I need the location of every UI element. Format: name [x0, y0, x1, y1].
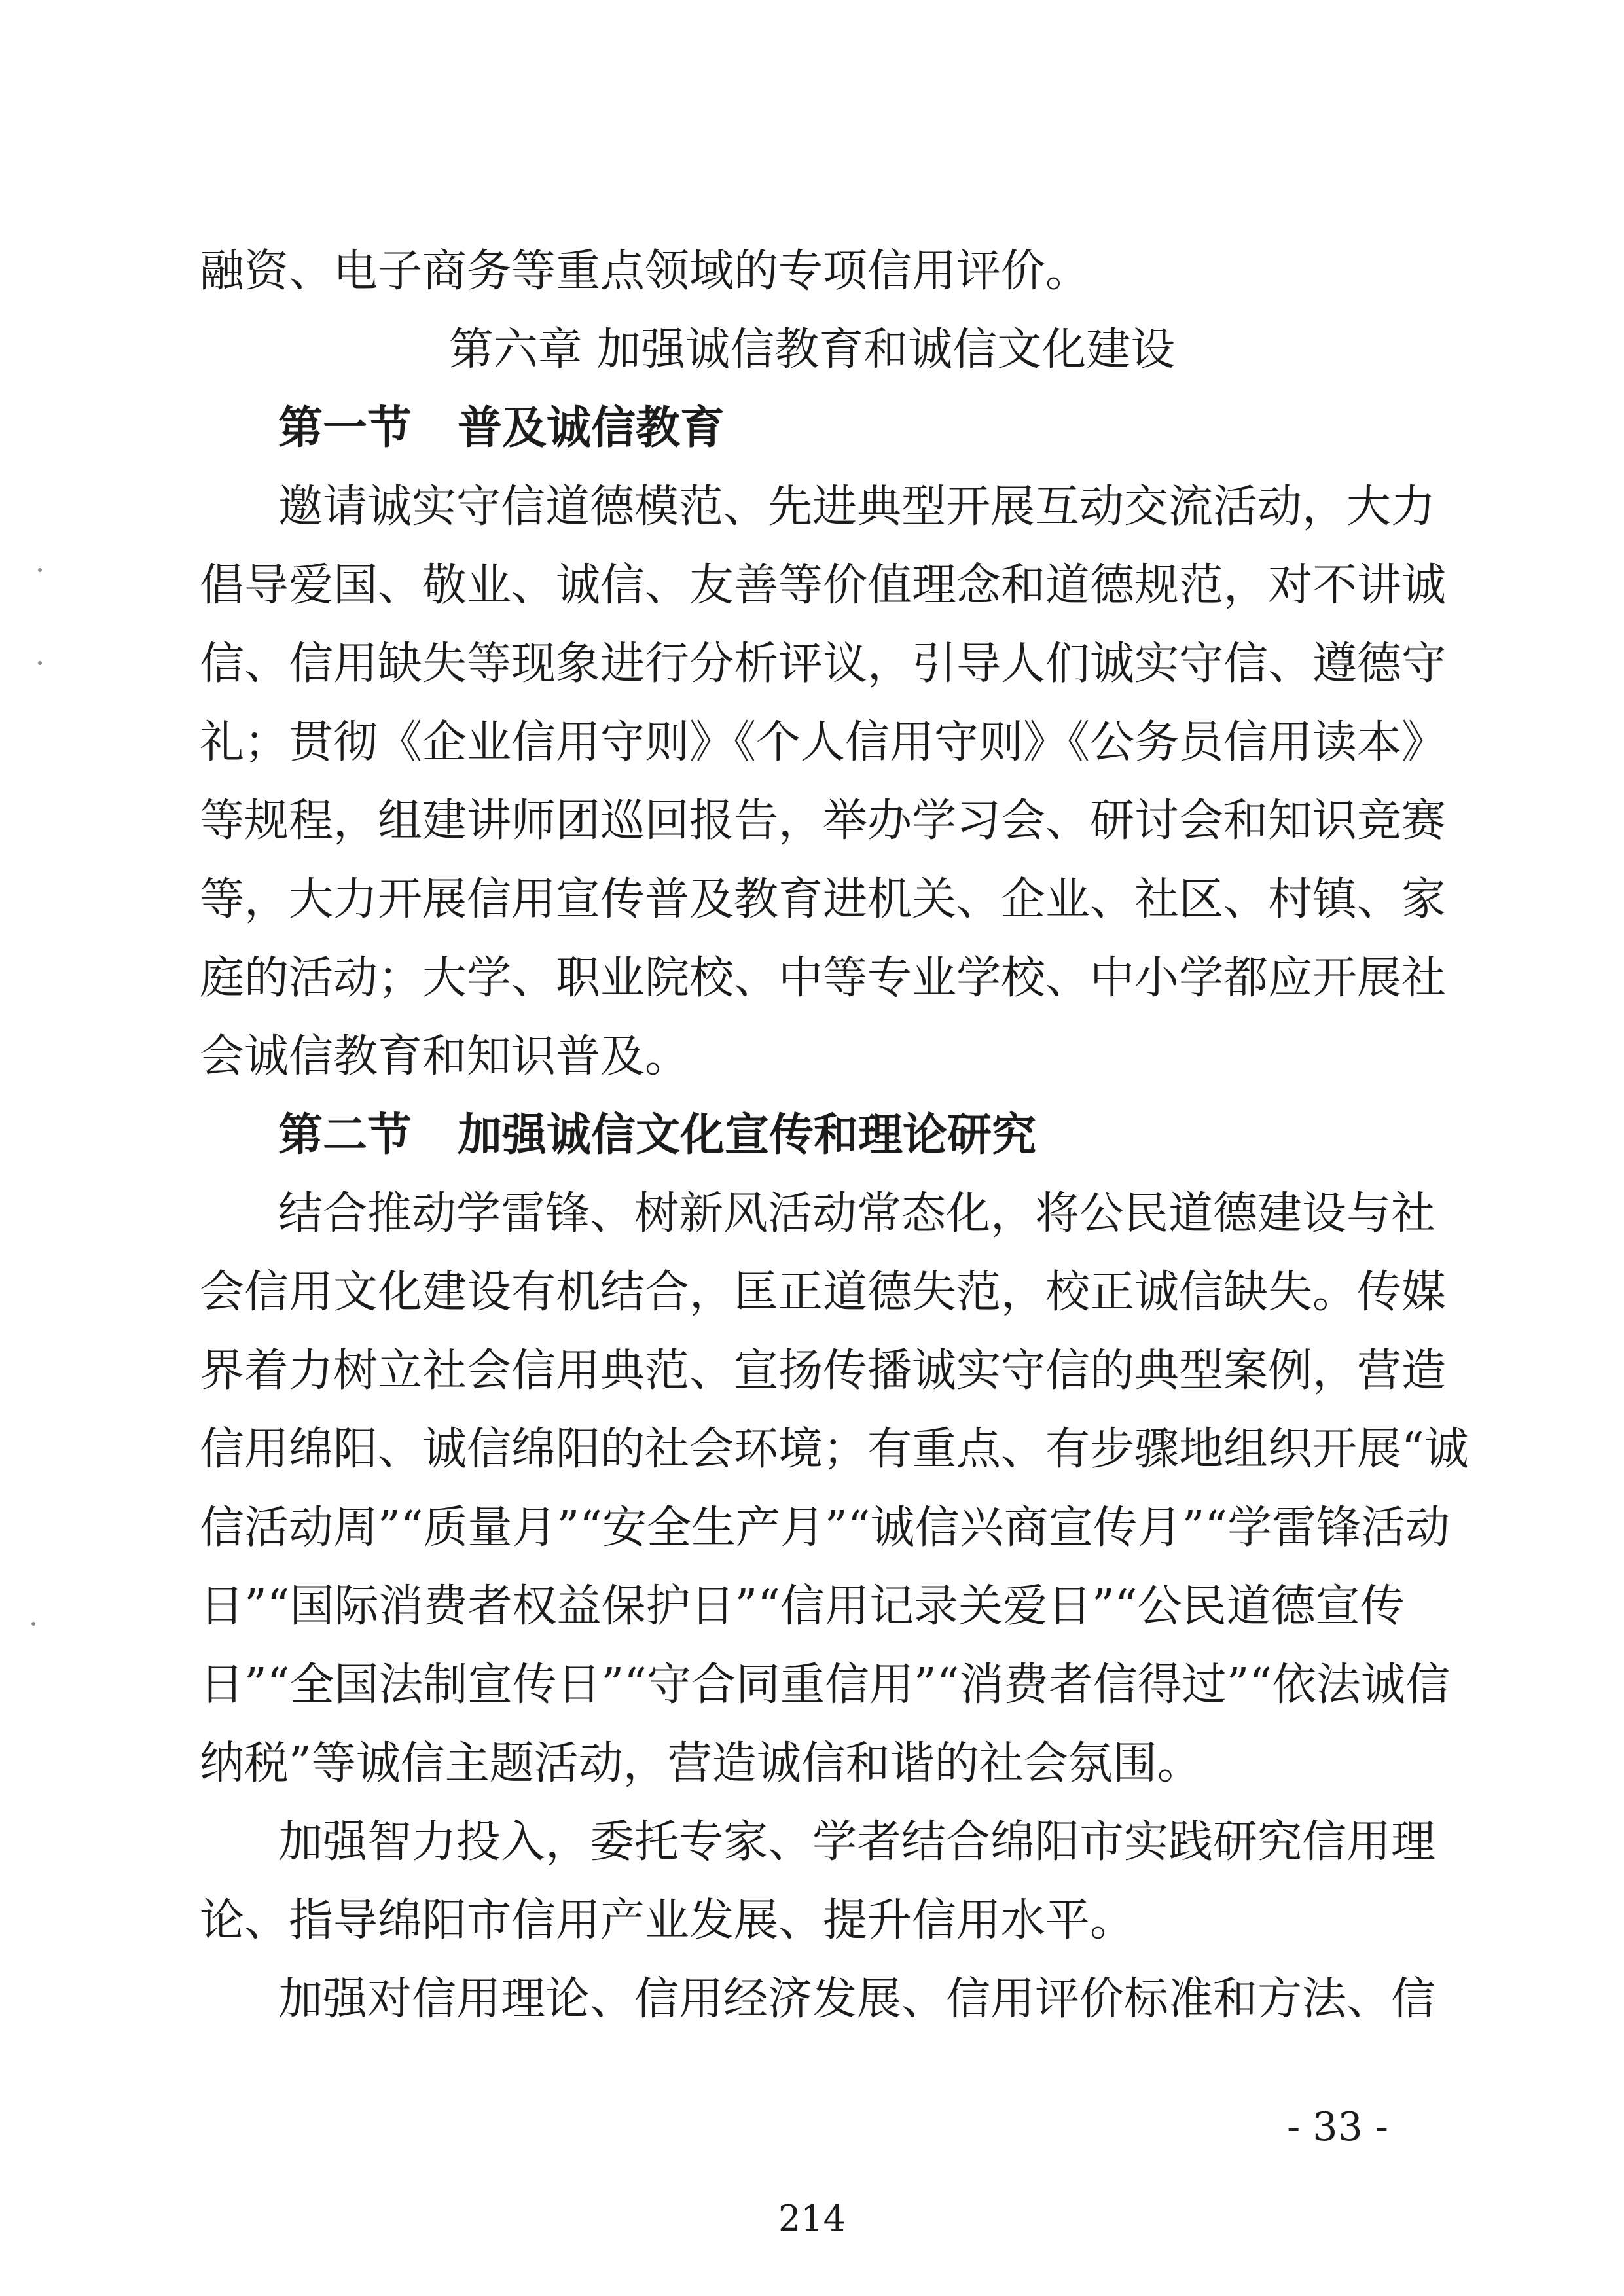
scan-speck: [38, 568, 42, 572]
paragraph-line: 庭的活动；大学、职业院校、中等专业学校、中小学都应开展社: [200, 952, 1447, 1004]
paragraph-line: 信用绵阳、诚信绵阳的社会环境；有重点、有步骤地组织开展“诚: [200, 1424, 1469, 1475]
paragraph-line: 礼；贯彻《企业信用守则》《个人信用守则》《公务员信用读本》: [200, 717, 1447, 768]
section-heading-2: [278, 1106, 1036, 1165]
scan-speck: [31, 1622, 35, 1626]
paragraph-line: 日”“国际消费者权益保护日”“信用记录关爱日”“公民道德宣传: [200, 1581, 1405, 1632]
section-title: 普及诚信教育: [458, 403, 725, 454]
paragraph-line: 加强智力投入，委托专家、学者结合绵阳市实践研究信用理: [278, 1816, 1436, 1868]
chapter-title: 第六章 加强诚信教育和诚信文化建设: [448, 324, 1176, 376]
section-number: 第二节: [278, 1109, 412, 1161]
paragraph-line: 会信用文化建设有机结合，匡正道德失范，校正诚信缺失。传媒: [200, 1266, 1447, 1318]
paragraph-line: 融资、电子商务等重点领域的专项信用评价。: [200, 245, 1091, 297]
paragraph-line: 纳税”等诚信主题活动，营造诚信和谐的社会氛围。: [200, 1738, 1202, 1789]
paragraph-line: 日”“全国法制宣传日”“守合同重信用”“消费者信得过”“依法诚信: [200, 1659, 1451, 1711]
section-number: 第一节: [278, 403, 412, 454]
paragraph-line: 邀请诚实守信道德模范、先进典型开展互动交流活动，大力: [278, 481, 1436, 533]
paragraph-line: 论、指导绵阳市信用产业发展、提升信用水平。: [200, 1895, 1135, 1946]
paragraph-line: 信活动周”“质量月”“安全生产月”“诚信兴商宣传月”“学雷锋活动: [200, 1502, 1451, 1554]
paragraph-line: 界着力树立社会信用典范、宣扬传播诚实守信的典型案例，营造: [200, 1345, 1447, 1397]
paragraph-line: 结合推动学雷锋、树新风活动常态化，将公民道德建设与社: [278, 1188, 1436, 1240]
paragraph-line: 倡导爱国、敬业、诚信、友善等价值理念和道德规范，对不讲诚: [200, 560, 1447, 611]
paragraph-line: 等，大力开展信用宣传普及教育进机关、企业、社区、村镇、家: [200, 874, 1447, 925]
section-heading-1: [278, 399, 725, 458]
paragraph-line: 会诚信教育和知识普及。: [200, 1031, 690, 1083]
section-title: 加强诚信文化宣传和理论研究: [458, 1109, 1037, 1161]
paragraph-line: 等规程，组建讲师团巡回报告，举办学习会、研讨会和知识竞赛: [200, 795, 1447, 847]
paragraph-line: 加强对信用理论、信用经济发展、信用评价标准和方法、信: [278, 1973, 1436, 2025]
paragraph-line: 信、信用缺失等现象进行分析评议，引导人们诚实守信、遵德守: [200, 638, 1447, 690]
page-number: - 33 -: [1286, 2104, 1388, 2150]
scan-speck: [38, 661, 42, 665]
footer-number: 214: [778, 2198, 846, 2239]
